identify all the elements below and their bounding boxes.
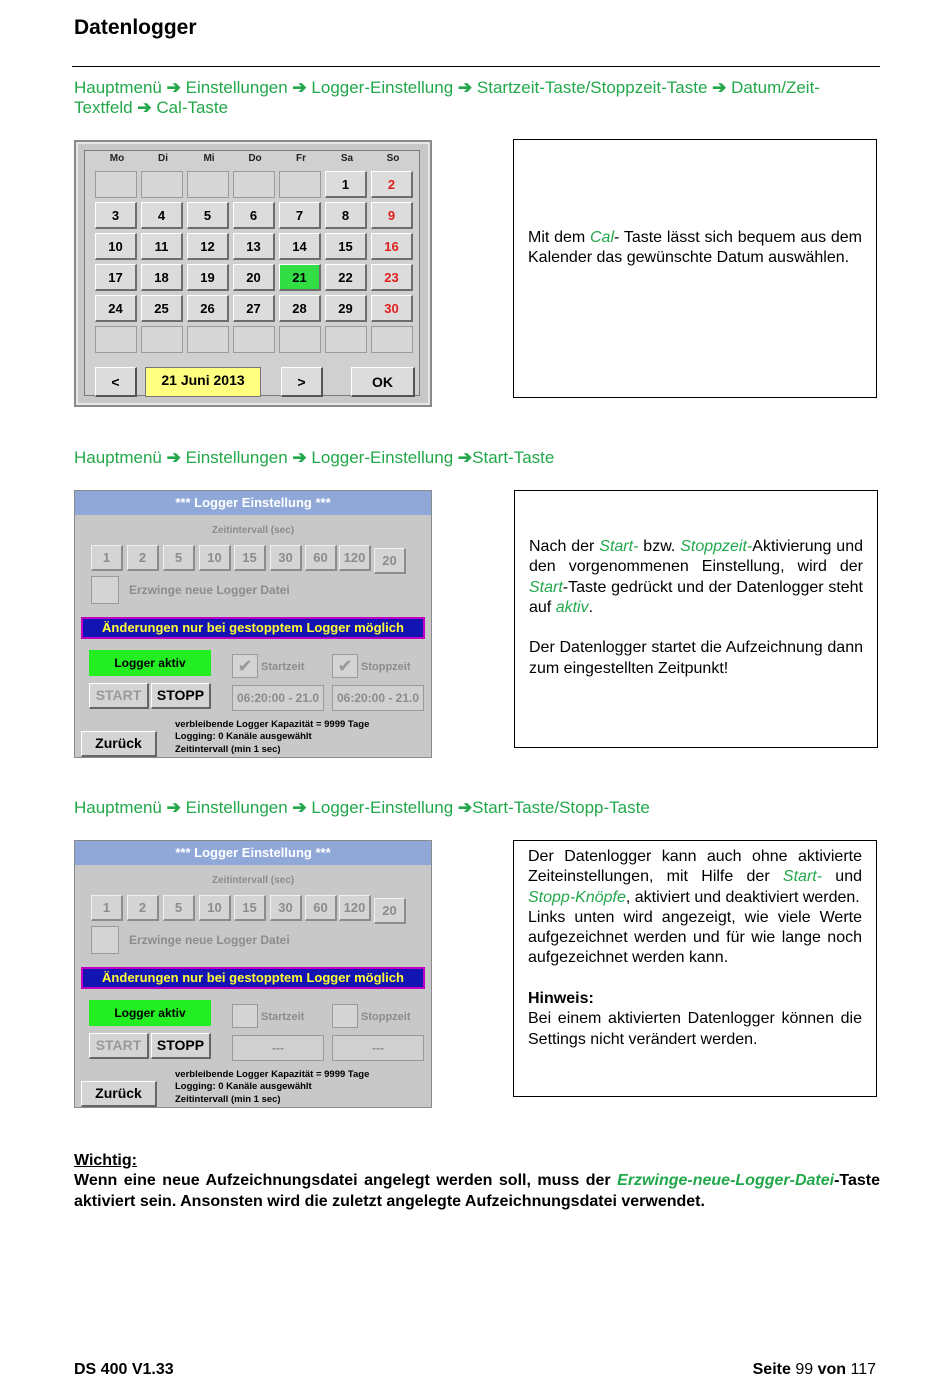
interval-button[interactable]: 5 — [163, 895, 195, 921]
calendar-day[interactable]: 1 — [325, 171, 367, 198]
calendar-empty-cell — [95, 326, 137, 353]
stoppzeit-checkbox[interactable] — [332, 654, 358, 678]
status-line: Zeitintervall (min 1 sec) — [175, 1093, 281, 1105]
logger-status-info — [175, 719, 369, 756]
breadcrumb-item: Hauptmenü — [74, 78, 162, 97]
prev-month-button[interactable]: < — [95, 367, 137, 397]
check-icon: ✔ — [237, 656, 253, 676]
startzeit-field[interactable]: 06:20:00 - 21.0 — [232, 685, 324, 711]
important-note — [74, 1151, 880, 1212]
weekday-header: Mi — [203, 153, 215, 164]
calendar-day[interactable]: 24 — [95, 295, 137, 322]
logger-screenshot-start — [74, 490, 432, 758]
back-button[interactable]: Zurück — [81, 1081, 157, 1107]
cal-highlight: Cal — [590, 229, 615, 246]
calendar-empty-cell — [279, 326, 321, 353]
force-new-file-label: Erzwinge neue Logger Datei — [129, 583, 290, 597]
calendar-day[interactable]: 16 — [371, 233, 413, 260]
stoppzeit-field[interactable]: 06:20:00 - 21.0 — [332, 685, 424, 711]
calendar-day[interactable]: 12 — [187, 233, 229, 260]
stoppzeit-field[interactable]: --- — [332, 1035, 424, 1061]
weekday-header: Mo — [109, 153, 125, 164]
weekday-header: Di — [158, 153, 168, 164]
stoppzeit-label: Stoppzeit — [361, 661, 411, 673]
calendar-empty-cell — [187, 171, 229, 198]
arrow-right-icon: ➔ — [166, 798, 181, 817]
interval-button[interactable]: 2 — [127, 545, 159, 571]
breadcrumb-item: Start-Taste/Stopp-Taste — [472, 798, 650, 817]
status-line: verbleibende Logger Kapazität = 9999 Tage — [175, 719, 370, 730]
breadcrumb-item: Einstellungen — [185, 78, 288, 97]
force-file-highlight: Erzwinge-neue-Logger-Datei — [617, 1172, 835, 1190]
calendar-day[interactable]: 8 — [325, 202, 367, 229]
interval-button[interactable]: 1 — [91, 545, 123, 571]
breadcrumb-item: Einstellungen — [185, 448, 288, 467]
startzeit-checkbox[interactable] — [232, 654, 258, 678]
header-divider — [72, 66, 880, 67]
status-line: Logging: 0 Kanäle ausgewählt — [175, 1081, 312, 1093]
back-button[interactable]: Zurück — [81, 731, 157, 757]
calendar-day[interactable]: 18 — [141, 264, 183, 291]
calendar-day[interactable]: 19 — [187, 264, 229, 291]
logger-active-indicator: Logger aktiv — [89, 1000, 211, 1026]
breadcrumb-item: Hauptmenü — [74, 448, 162, 467]
description-start — [514, 490, 878, 748]
calendar-day[interactable]: 2 — [371, 171, 413, 198]
logger-status-info — [175, 1069, 369, 1106]
next-month-button[interactable]: > — [281, 367, 323, 397]
hint-title: Hinweis: — [528, 990, 594, 1008]
doc-version: DS 400 V1.33 — [74, 1361, 174, 1378]
interval-button[interactable]: 60 — [305, 895, 337, 921]
status-line: Logging: 0 Kanäle ausgewählt — [175, 731, 312, 743]
interval-button[interactable]: 120 — [339, 895, 371, 921]
calendar-day[interactable]: 17 — [95, 264, 137, 291]
logger-active-indicator: Logger aktiv — [89, 650, 211, 676]
interval-button[interactable]: 1 — [91, 895, 123, 921]
calendar-day[interactable]: 4 — [141, 202, 183, 229]
page-number: Seite 99 von 117 — [752, 1361, 876, 1378]
calendar-empty-cell — [187, 326, 229, 353]
calendar-empty-cell — [371, 326, 413, 353]
calendar-empty-cell — [95, 171, 137, 198]
startzeit-label: Startzeit — [261, 661, 305, 673]
calendar-screenshot — [74, 140, 432, 407]
breadcrumb-item: Logger-Einstellung — [311, 78, 454, 97]
weekday-header: Sa — [340, 153, 354, 164]
interval-button[interactable]: 30 — [270, 545, 302, 571]
calendar-empty-cell — [325, 326, 367, 353]
locked-warning: Änderungen nur bei gestopptem Logger möglich — [81, 967, 425, 989]
logger-screenshot-start-stopp — [74, 840, 432, 1108]
logger-title-bar: *** Logger Einstellung *** — [75, 491, 431, 515]
calendar-day[interactable]: 15 — [325, 233, 367, 260]
interval-button[interactable]: 15 — [234, 895, 266, 921]
ok-button[interactable]: OK — [351, 367, 415, 397]
breadcrumb-item: Datum/Zeit- — [731, 78, 820, 97]
stoppzeit-checkbox[interactable] — [332, 1004, 358, 1028]
interval-label: Zeitintervall (sec) — [211, 875, 295, 886]
calendar-day[interactable]: 13 — [233, 233, 275, 260]
interval-button[interactable]: 10 — [199, 545, 231, 571]
status-line: verbleibende Logger Kapazität = 9999 Tage — [175, 1069, 370, 1080]
description-start-stopp — [513, 840, 877, 1097]
weekday-header: Fr — [296, 153, 306, 164]
important-text: Wenn eine neue Aufzeichnungsdatei angelegt werden soll, muss der Erzwinge-neue-Logger-Datei-Taste aktiviert sein. Ansonsten wird die zuletzt angelegte Aufzeichnungsdatei verwendet. — [74, 1172, 880, 1210]
breadcrumb-item: Textfeld — [74, 98, 133, 117]
weekday-header: So — [386, 153, 400, 164]
calendar-day[interactable]: 21 — [279, 264, 321, 291]
description-calendar — [513, 139, 877, 398]
arrow-right-icon: ➔ — [457, 448, 473, 467]
calendar-day[interactable]: 23 — [371, 264, 413, 291]
calendar-day[interactable]: 28 — [279, 295, 321, 322]
start-button[interactable]: START — [89, 1033, 149, 1059]
arrow-right-icon: ➔ — [292, 448, 307, 467]
breadcrumb-item: Hauptmenü — [74, 798, 162, 817]
arrow-right-icon: ➔ — [137, 98, 152, 117]
description-text: Mit dem Cal- Taste lässt sich bequem aus dem Kalender das gewünschte Datum auswählen. — [528, 229, 863, 267]
calendar-empty-cell — [279, 171, 321, 198]
check-icon: ✔ — [337, 656, 353, 676]
calendar-day[interactable]: 3 — [95, 202, 137, 229]
interval-button[interactable]: 2 — [127, 895, 159, 921]
breadcrumb-start-stopp — [74, 798, 650, 818]
interval-button[interactable]: 20 — [374, 898, 406, 924]
force-new-file-checkbox[interactable] — [91, 576, 119, 604]
breadcrumb-item: Startzeit-Taste/Stoppzeit-Taste — [476, 78, 708, 97]
description-text: Der Datenlogger kann auch ohne aktivierte Zeiteinstellungen, mit Hilfe der Start- und Stopp-Knöpfe, aktiviert und deaktiviert werden. — [528, 848, 863, 906]
calendar-empty-cell — [233, 326, 275, 353]
interval-button[interactable]: 15 — [234, 545, 266, 571]
arrow-right-icon: ➔ — [292, 798, 307, 817]
description-text: Nach der Start- bzw. Stoppzeit-Aktivierung und den vorgenommenen Einstellung, wird der Start-Taste gedrückt und der Datenlogger steht auf aktiv. — [529, 538, 864, 616]
calendar-empty-cell — [141, 326, 183, 353]
arrow-right-icon: ➔ — [712, 78, 727, 97]
interval-button[interactable]: 120 — [339, 545, 371, 571]
breadcrumb-item: Start-Taste — [472, 448, 555, 467]
status-line: Zeitintervall (min 1 sec) — [175, 743, 281, 755]
important-title: Wichtig: — [74, 1152, 137, 1169]
interval-button[interactable]: 10 — [199, 895, 231, 921]
breadcrumb-item: Logger-Einstellung — [311, 798, 454, 817]
start-button[interactable]: START — [89, 683, 149, 709]
calendar-day[interactable]: 20 — [233, 264, 275, 291]
weekday-header: Do — [248, 153, 262, 164]
description-text: Links unten wird angezeigt, wie viele Werte aufgezeichnet werden und für wie lange noch aufgezeichnet werden kann. — [528, 908, 862, 967]
calendar-day[interactable]: 22 — [325, 264, 367, 291]
selected-date-display: 21 Juni 2013 — [145, 367, 261, 397]
breadcrumb-item: Cal-Taste — [156, 98, 229, 117]
calendar-day[interactable]: 14 — [279, 233, 321, 260]
calendar-empty-cell — [141, 171, 183, 198]
arrow-right-icon: ➔ — [292, 78, 307, 97]
page-title: Datenlogger — [74, 16, 197, 39]
description-text: Der Datenlogger startet die Aufzeichnung dann zum eingestellten Zeitpunkt! — [529, 639, 863, 677]
breadcrumb-item: Einstellungen — [185, 798, 288, 817]
arrow-right-icon: ➔ — [166, 78, 181, 97]
calendar-day[interactable]: 27 — [233, 295, 275, 322]
interval-button[interactable]: 5 — [163, 545, 195, 571]
calendar-day[interactable]: 26 — [187, 295, 229, 322]
calendar-day[interactable]: 10 — [95, 233, 137, 260]
logger-title-bar: *** Logger Einstellung *** — [75, 841, 431, 865]
interval-label: Zeitintervall (sec) — [211, 525, 295, 536]
calendar-empty-cell — [233, 171, 275, 198]
startzeit-label: Startzeit — [261, 1011, 305, 1023]
calendar-day[interactable]: 9 — [371, 202, 413, 229]
calendar-day[interactable]: 11 — [141, 233, 183, 260]
interval-button[interactable]: 20 — [374, 548, 406, 574]
locked-warning: Änderungen nur bei gestopptem Logger möglich — [81, 617, 425, 639]
calendar-day[interactable]: 6 — [233, 202, 275, 229]
arrow-right-icon: ➔ — [166, 448, 181, 467]
stopp-button[interactable]: STOPP — [151, 1033, 211, 1059]
startzeit-field[interactable]: --- — [232, 1035, 324, 1061]
arrow-right-icon: ➔ — [457, 78, 473, 97]
stopp-button[interactable]: STOPP — [151, 683, 211, 709]
interval-button[interactable]: 30 — [270, 895, 302, 921]
hint-text: Bei einem aktivierten Datenlogger können die Settings nicht verändert werden. — [528, 1010, 862, 1048]
calendar-day[interactable]: 30 — [371, 295, 413, 322]
stoppzeit-label: Stoppzeit — [361, 1011, 411, 1023]
breadcrumb-start — [74, 448, 554, 468]
breadcrumb-item: Logger-Einstellung — [311, 448, 454, 467]
interval-button[interactable]: 60 — [305, 545, 337, 571]
force-new-file-label: Erzwinge neue Logger Datei — [129, 933, 290, 947]
arrow-right-icon: ➔ — [457, 798, 473, 817]
calendar-day[interactable]: 29 — [325, 295, 367, 322]
calendar-day[interactable]: 7 — [279, 202, 321, 229]
force-new-file-checkbox[interactable] — [91, 926, 119, 954]
calendar-day[interactable]: 25 — [141, 295, 183, 322]
breadcrumb-calendar — [74, 78, 820, 118]
calendar-day[interactable]: 5 — [187, 202, 229, 229]
startzeit-checkbox[interactable] — [232, 1004, 258, 1028]
calendar-panel — [84, 150, 420, 396]
